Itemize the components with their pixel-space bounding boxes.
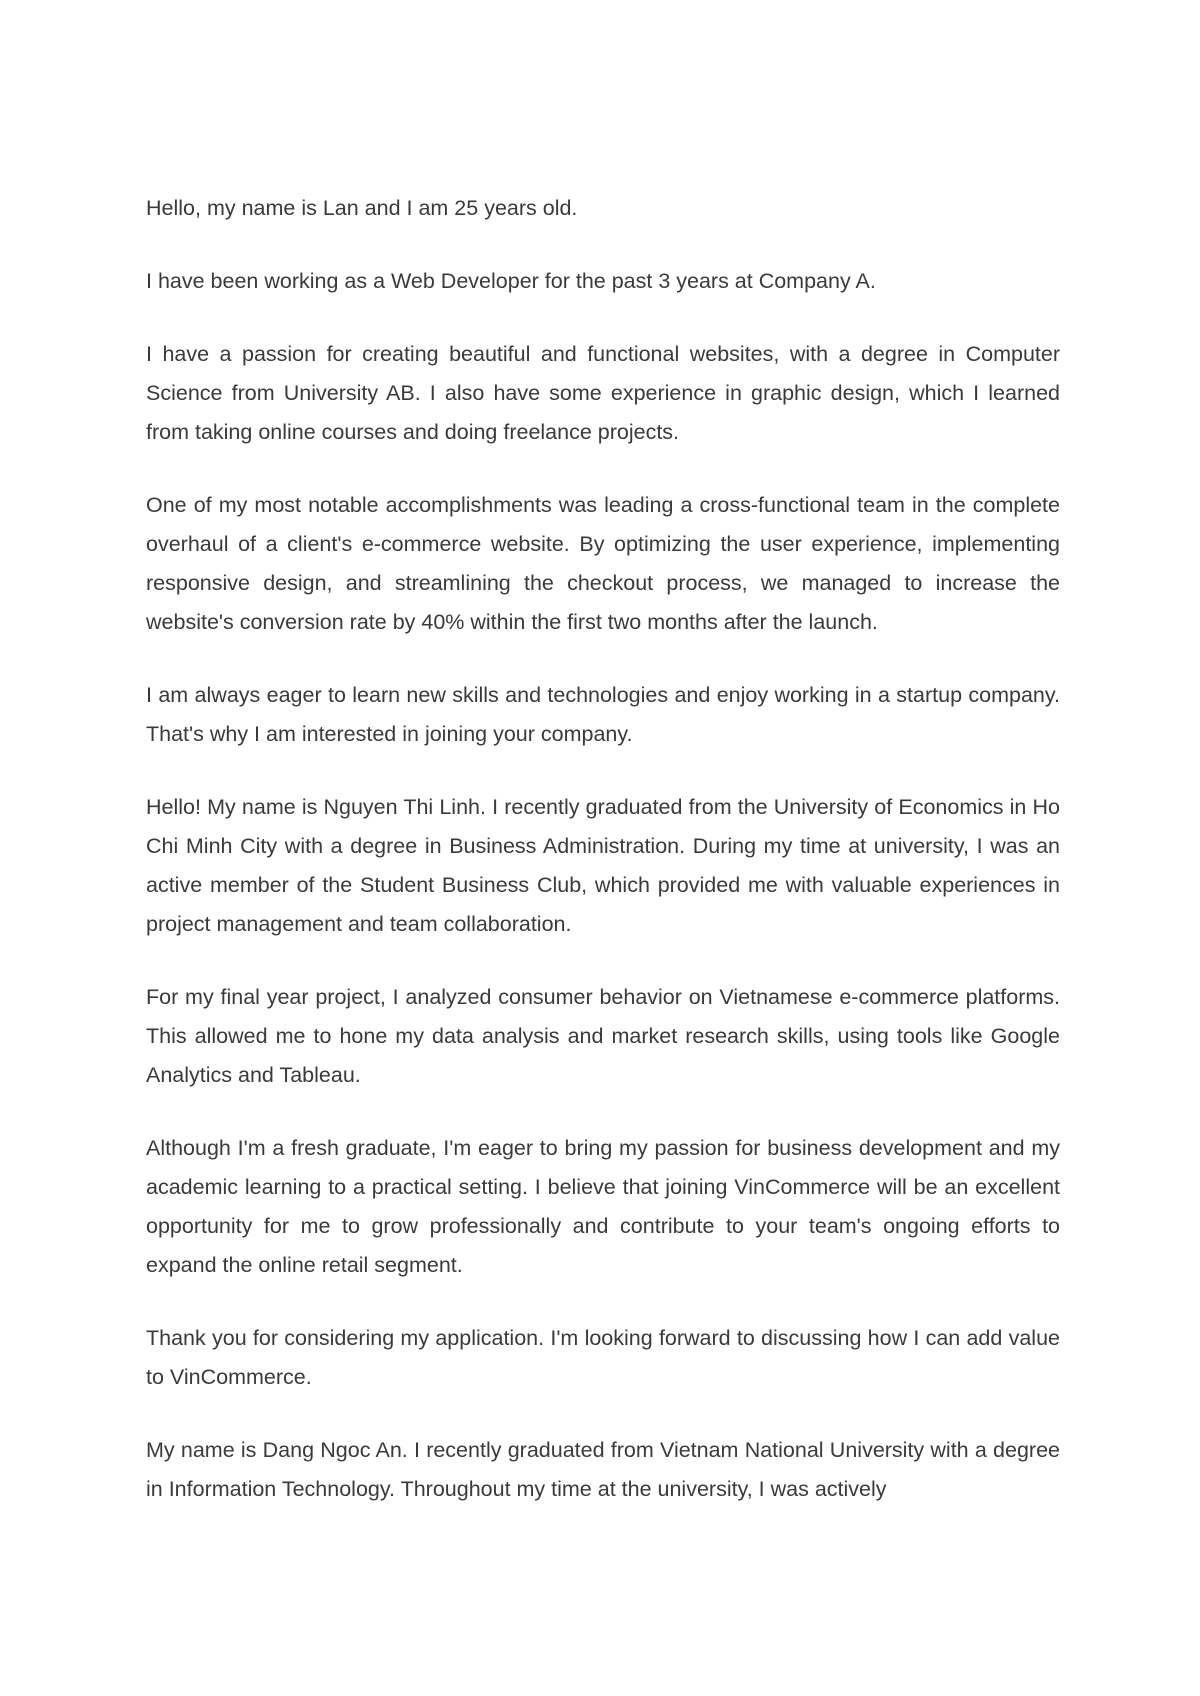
paragraph-passion: I have a passion for creating beautiful and functional websites, with a degree in Computer Science from University AB. I also have some experience in graphic design, which I learned from taking online courses and doing freelance projects. [146,342,1060,444]
paragraph-intro-linh: Hello! My name is Nguyen Thi Linh. I recently graduated from the University of Economics in Ho Chi Minh City with a degree in Business Administration. During my time at university, I was an active member of the Student Business Club, which provided me with valuable experiences in project management and team collaboration. [146,795,1060,936]
paragraph-intro-lan: Hello, my name is Lan and I am 25 years old. [146,196,578,220]
document-body [146,189,1060,1543]
paragraph-thank-you: Thank you for considering my application. I'm looking forward to discussing how I can add value to VinCommerce. [146,1326,1060,1389]
paragraph-accomplishment: One of my most notable accomplishments was leading a cross-functional team in the complete overhaul of a client's e-commerce website. By optimizing the user experience, implementing responsive design, and streamlining the checkout process, we managed to increase the website's conversion rate by 40% within the first two months after the launch. [146,493,1060,634]
paragraph-work-experience: I have been working as a Web Developer for the past 3 years at Company A. [146,269,876,293]
paragraph-intro-an: My name is Dang Ngoc An. I recently graduated from Vietnam National University with a degree in Information Technology. Throughout my time at the university, I was actively [146,1438,1060,1501]
paragraph-fresh-graduate: Although I'm a fresh graduate, I'm eager to bring my passion for business development and my academic learning to a practical setting. I believe that joining VinCommerce will be an excellent opportunity for me to grow professionally and contribute to your team's ongoing efforts to expand the online retail segment. [146,1136,1060,1277]
paragraph-final-project: For my final year project, I analyzed consumer behavior on Vietnamese e-commerce platforms. This allowed me to hone my data analysis and market research skills, using tools like Google Analytics and Tableau. [146,985,1060,1087]
paragraph-eager-to-learn: I am always eager to learn new skills and technologies and enjoy working in a startup company. That's why I am interested in joining your company. [146,683,1060,746]
